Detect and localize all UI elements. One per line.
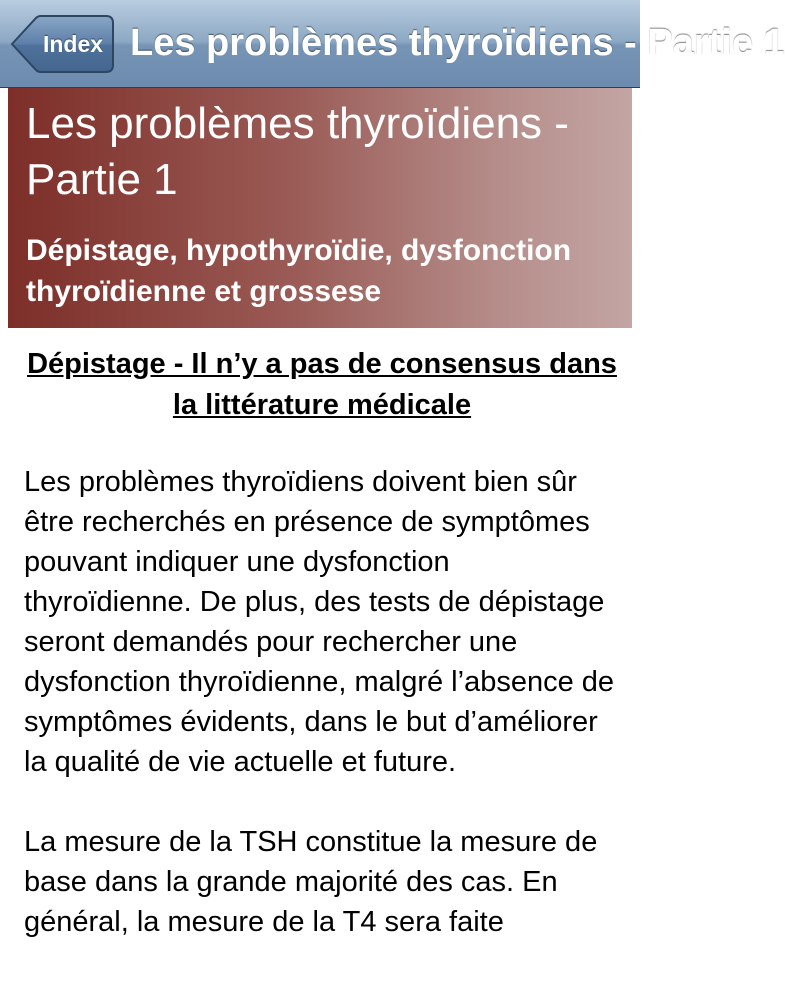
navigation-title: Les problèmes thyroïdiens - Partie 1	[130, 22, 785, 64]
back-button-label: Index	[42, 31, 104, 57]
article-subtitle: Dépistage, hypothyroïdie, dysfonction thyroïdienne et grossese	[26, 234, 572, 308]
section-heading: Dépistage - Il n’y a pas de consensus dans la littérature médicale	[27, 348, 617, 421]
navigation-bar	[0, 0, 785, 88]
paragraph: La mesure de la TSH constitue la mesure de base dans la grande majorité des cas. En général, la mesure de la T4 sera faite	[24, 826, 598, 938]
article-header-banner	[8, 88, 632, 328]
article-content	[24, 344, 620, 982]
paragraph: Les problèmes thyroïdiens doivent bien sûr être recherchés en présence de symptômes pouvant indiquer une dysfonction thyroïdienne. De plus, des tests de dépistage seront demandés pour rechercher une dysfonction thyroïdienne, malgré l’absence de symptômes évidents, dans le but d’améliorer la qualité de vie actuelle et future.	[24, 466, 615, 778]
back-button[interactable]	[10, 15, 114, 73]
article-title: Les problèmes thyroïdiens - Partie 1	[26, 99, 569, 204]
